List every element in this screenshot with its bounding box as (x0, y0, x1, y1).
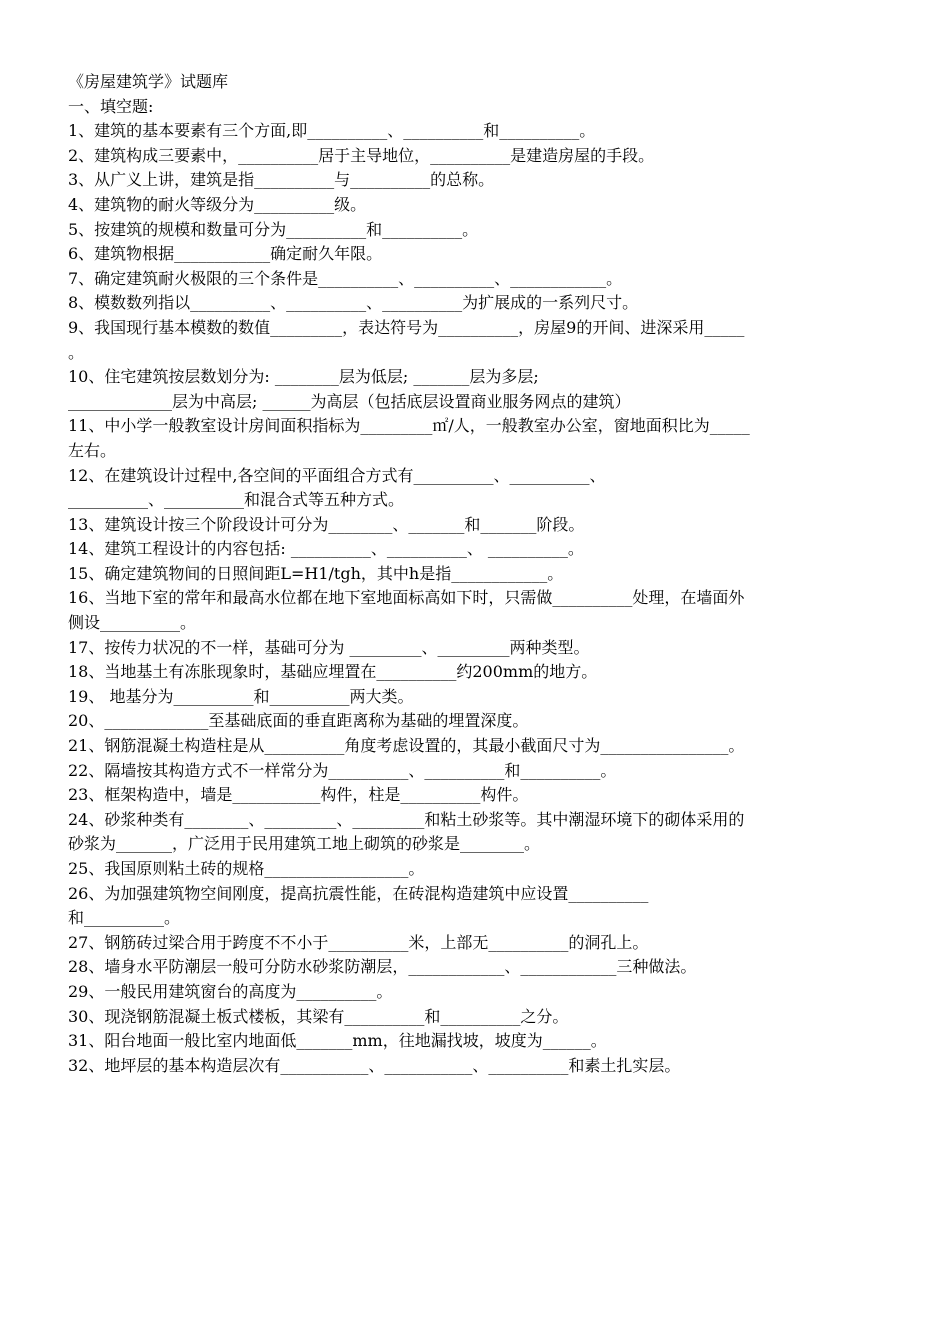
question-line: 14、建筑工程设计的内容包括: __________、__________、 __________。 (68, 539, 584, 559)
question-line: 28、墙身水平防潮层一般可分防水砂浆防潮层，____________、____________三种做法。 (68, 957, 697, 977)
question-line: 侧设__________。 (68, 613, 197, 633)
question-line: 30、现浇钢筋混凝土板式楼板，其梁有__________和__________之分。 (68, 1006, 569, 1026)
question-line: 11、中小学一般教室设计房间面积指标为_________㎡/人，一般教室办公室，窗地面积比为_____ (68, 416, 750, 436)
question-line: 26、为加强建筑物空间刚度，提高抗震性能，在砖混构造建筑中应设置__________ (68, 883, 649, 903)
question-line: 21、钢筋混凝土构造柱是从__________角度考虑设置的，其最小截面尺寸为________________。 (68, 736, 745, 756)
question-line: 27、钢筋砖过梁合用于跨度不不小于__________米，上部无__________的洞孔上。 (68, 932, 649, 952)
question-line: 8、模数数列指以__________、__________、__________为扩展成的一系列尺寸。 (68, 293, 639, 313)
question-line: 2、建筑构成三要素中，__________居于主导地位，__________是建造房屋的手段。 (68, 145, 655, 165)
question-line: 5、按建筑的规模和数量可分为__________和__________。 (68, 219, 479, 239)
question-line: 15、确定建筑物间的日照间距L=H1/tgh，其中h是指____________。 (68, 563, 564, 583)
question-line: 6、建筑物根据____________确定耐久年限。 (68, 244, 383, 264)
question-line: 24、砂浆种类有________、_________、_________和粘土砂浆等。其中潮湿环境下的砌体采用的 (68, 809, 745, 829)
document-body (68, 70, 888, 1078)
question-line: 3、从广义上讲，建筑是指__________与__________的总称。 (68, 170, 495, 190)
document-title: 《房屋建筑学》试题库 (68, 72, 229, 91)
question-line: 9、我国现行基本模数的数值_________，表达符号为__________，房屋9的开间、进深采用_____ (68, 317, 745, 337)
question-line: 砂浆为_______，广泛用于民用建筑工地上砌筑的砂浆是________。 (68, 834, 541, 854)
question-line: 7、确定建筑耐火极限的三个条件是__________、__________、____________。 (68, 268, 623, 288)
question-line: 1、建筑的基本要素有三个方面,即__________、__________和__________。 (68, 121, 596, 141)
question-line: 10、住宅建筑按层数划分为: ________层为低层; _______层为多层; (68, 367, 539, 387)
question-line: 19、 地基分为__________和__________两大类。 (68, 686, 414, 706)
question-line: 22、隔墙按其构造方式不一样常分为__________、__________和__________。 (68, 760, 617, 780)
question-line: 20、_____________至基础底面的垂直距离称为基础的埋置深度。 (68, 711, 529, 731)
question-line: 17、按传力状况的不一样，基础可分为 _________、_________两种类型。 (68, 637, 590, 657)
question-line: 16、当地下室的常年和最高水位都在地下室地面标高如下时，只需做__________处理，在墙面外 (68, 588, 745, 608)
question-line: 4、建筑物的耐火等级分为__________级。 (68, 194, 367, 214)
question-line: 18、当地基土有冻胀现象时，基础应埋置在__________约200mm的地方。 (68, 662, 598, 682)
question-line: 。 (68, 342, 85, 362)
question-line: 23、框架构造中，墙是___________构件，柱是__________构件。 (68, 785, 529, 805)
question-line: 左右。 (68, 440, 117, 460)
question-line: 32、地坪层的基本构造层次有___________、___________、__________和素土扎实层。 (68, 1055, 681, 1075)
question-line: __________、__________和混合式等五种方式。 (68, 490, 405, 510)
question-line: 12、在建筑设计过程中,各空间的平面组合方式有__________、__________、 (68, 465, 606, 485)
question-line: _____________层为中高层; ______为高层（包括底层设置商业服务网点的建筑） (68, 391, 631, 411)
question-line: 31、阳台地面一般比室内地面低_______mm，往地漏找坡，坡度为______。 (68, 1031, 607, 1051)
section-heading: 一、填空题: (68, 96, 154, 116)
question-line: 29、一般民用建筑窗台的高度为__________。 (68, 981, 393, 1001)
question-line: 25、我国原则粘土砖的规格__________________。 (68, 859, 425, 878)
question-line: 和__________。 (68, 908, 181, 928)
question-line: 13、建筑设计按三个阶段设计可分为________、_______和_______阶段。 (68, 514, 585, 534)
